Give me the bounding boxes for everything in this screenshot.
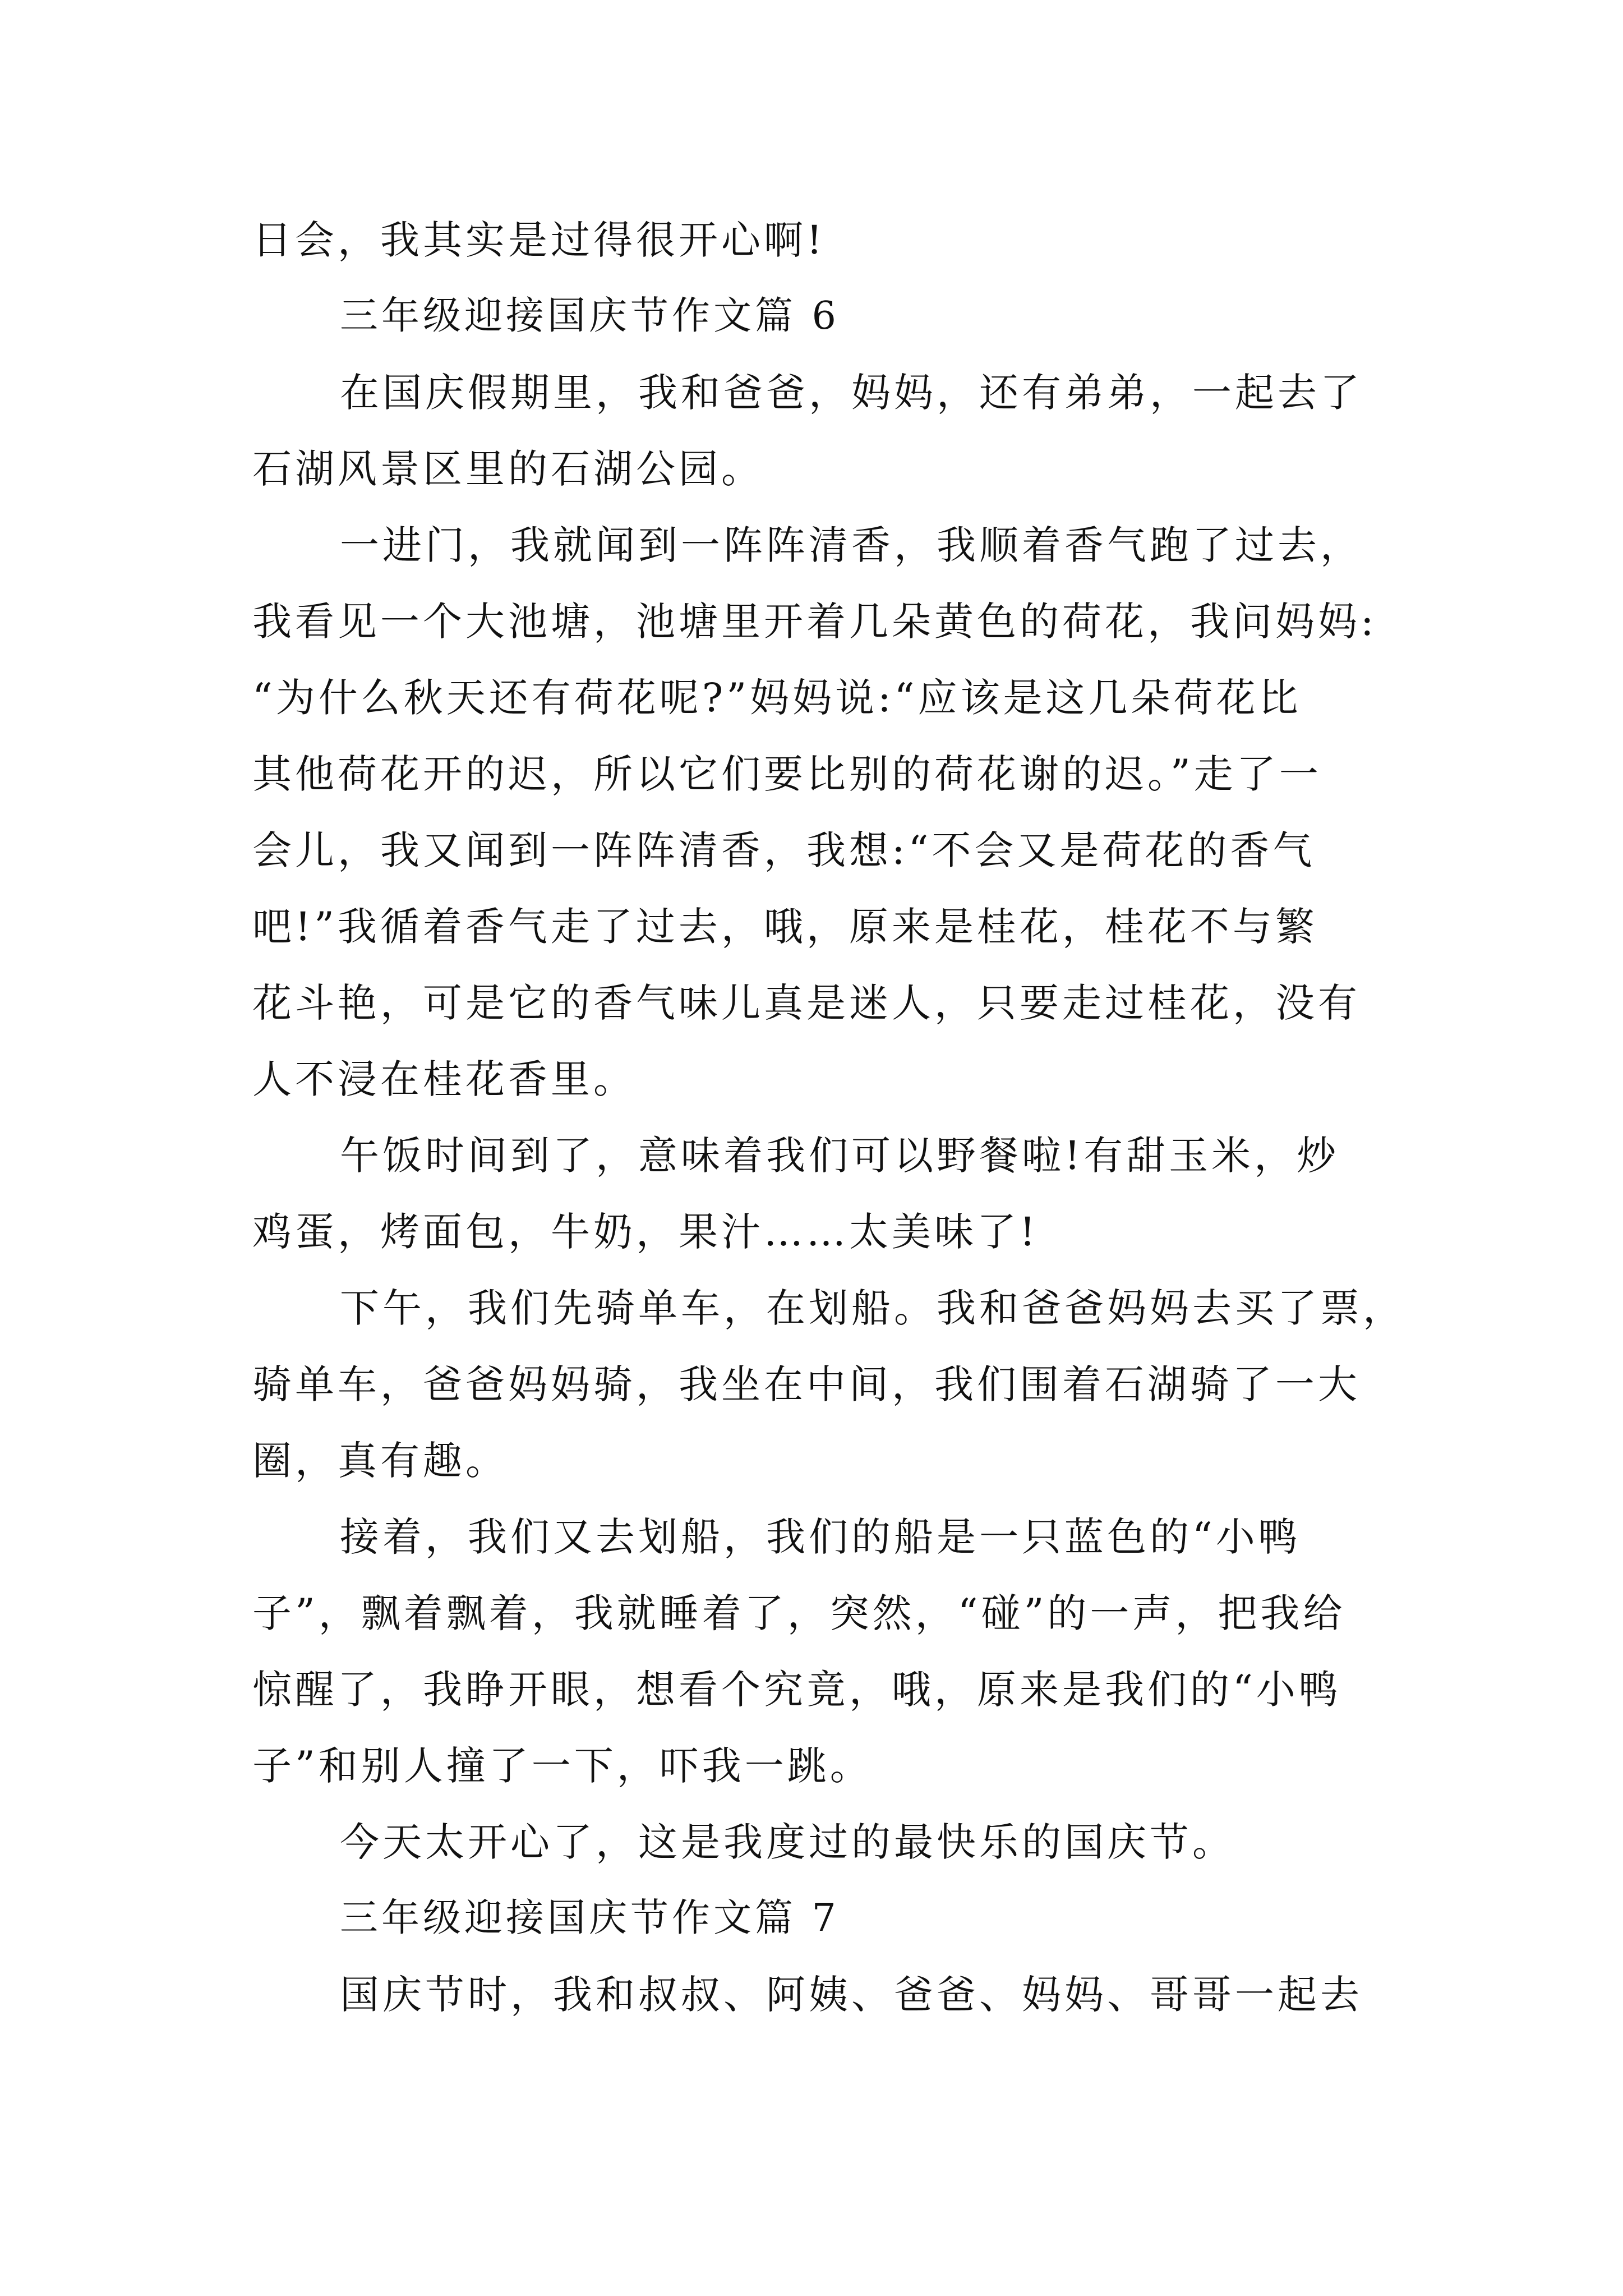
paragraph-line: 吧!”我循着香气走了过去，哦，原来是桂花，桂花不与繁 xyxy=(252,904,1318,950)
paragraph-line: 下午，我们先骑单车，在划船。我和爸爸妈妈去买了票， xyxy=(340,1285,1405,1331)
paragraph-line: 今天太开心了，这是我度过的最快乐的国庆节。 xyxy=(340,1819,1235,1865)
article-body xyxy=(252,202,1405,2033)
paragraph-line: 接着，我们又去划船，我们的船是一只蓝色的“小鸭 xyxy=(340,1514,1301,1560)
paragraph-line: 会儿，我又闻到一阵阵清香，我想:“不会又是荷花的香气 xyxy=(252,827,1316,873)
paragraph-line: 骑单车，爸爸妈妈骑，我坐在中间，我们围着石湖骑了一大 xyxy=(252,1361,1361,1407)
section-heading: 三年级迎接国庆节作文篇 7 xyxy=(340,1896,840,1940)
paragraph-line: 我看见一个大池塘，池塘里开着几朵黄色的荷花，我问妈妈: xyxy=(252,599,1377,645)
paragraph-line: 在国庆假期里，我和爸爸，妈妈，还有弟弟，一起去了 xyxy=(340,370,1363,416)
paragraph-line: 一进门，我就闻到一阵阵清香，我顺着香气跑了过去， xyxy=(340,522,1363,568)
paragraph-line: 日会，我其实是过得很开心啊! xyxy=(252,217,826,263)
paragraph-line: 子”，飘着飘着，我就睡着了，突然，“碰”的一声，把我给 xyxy=(252,1590,1346,1636)
paragraph-line: “为什么秋天还有荷花呢?”妈妈说:“应该是这几朵荷花比 xyxy=(252,675,1302,721)
paragraph-line: 惊醒了，我睁开眼，想看个究竟，哦，原来是我们的“小鸭 xyxy=(252,1667,1341,1713)
paragraph-line: 圈，真有趣。 xyxy=(252,1438,508,1484)
paragraph-line: 人不浸在桂花香里。 xyxy=(252,1056,636,1102)
paragraph-line: 午饭时间到了，意味着我们可以野餐啦!有甜玉米，炒 xyxy=(340,1133,1340,1179)
paragraph-line: 国庆节时，我和叔叔、阿姨、爸爸、妈妈、哥哥一起去 xyxy=(340,1972,1363,2018)
paragraph-line: 花斗艳，可是它的香气味儿真是迷人，只要走过桂花，没有 xyxy=(252,980,1361,1026)
paragraph-line: 鸡蛋，烤面包，牛奶，果汁……太美味了! xyxy=(252,1209,1039,1255)
paragraph-line: 子”和别人撞了一下，吓我一跳。 xyxy=(252,1743,873,1789)
paragraph-line: 其他荷花开的迟，所以它们要比别的荷花谢的迟。”走了一 xyxy=(252,751,1322,797)
section-heading: 三年级迎接国庆节作文篇 6 xyxy=(340,294,840,338)
paragraph-line: 石湖风景区里的石湖公园。 xyxy=(252,446,764,492)
